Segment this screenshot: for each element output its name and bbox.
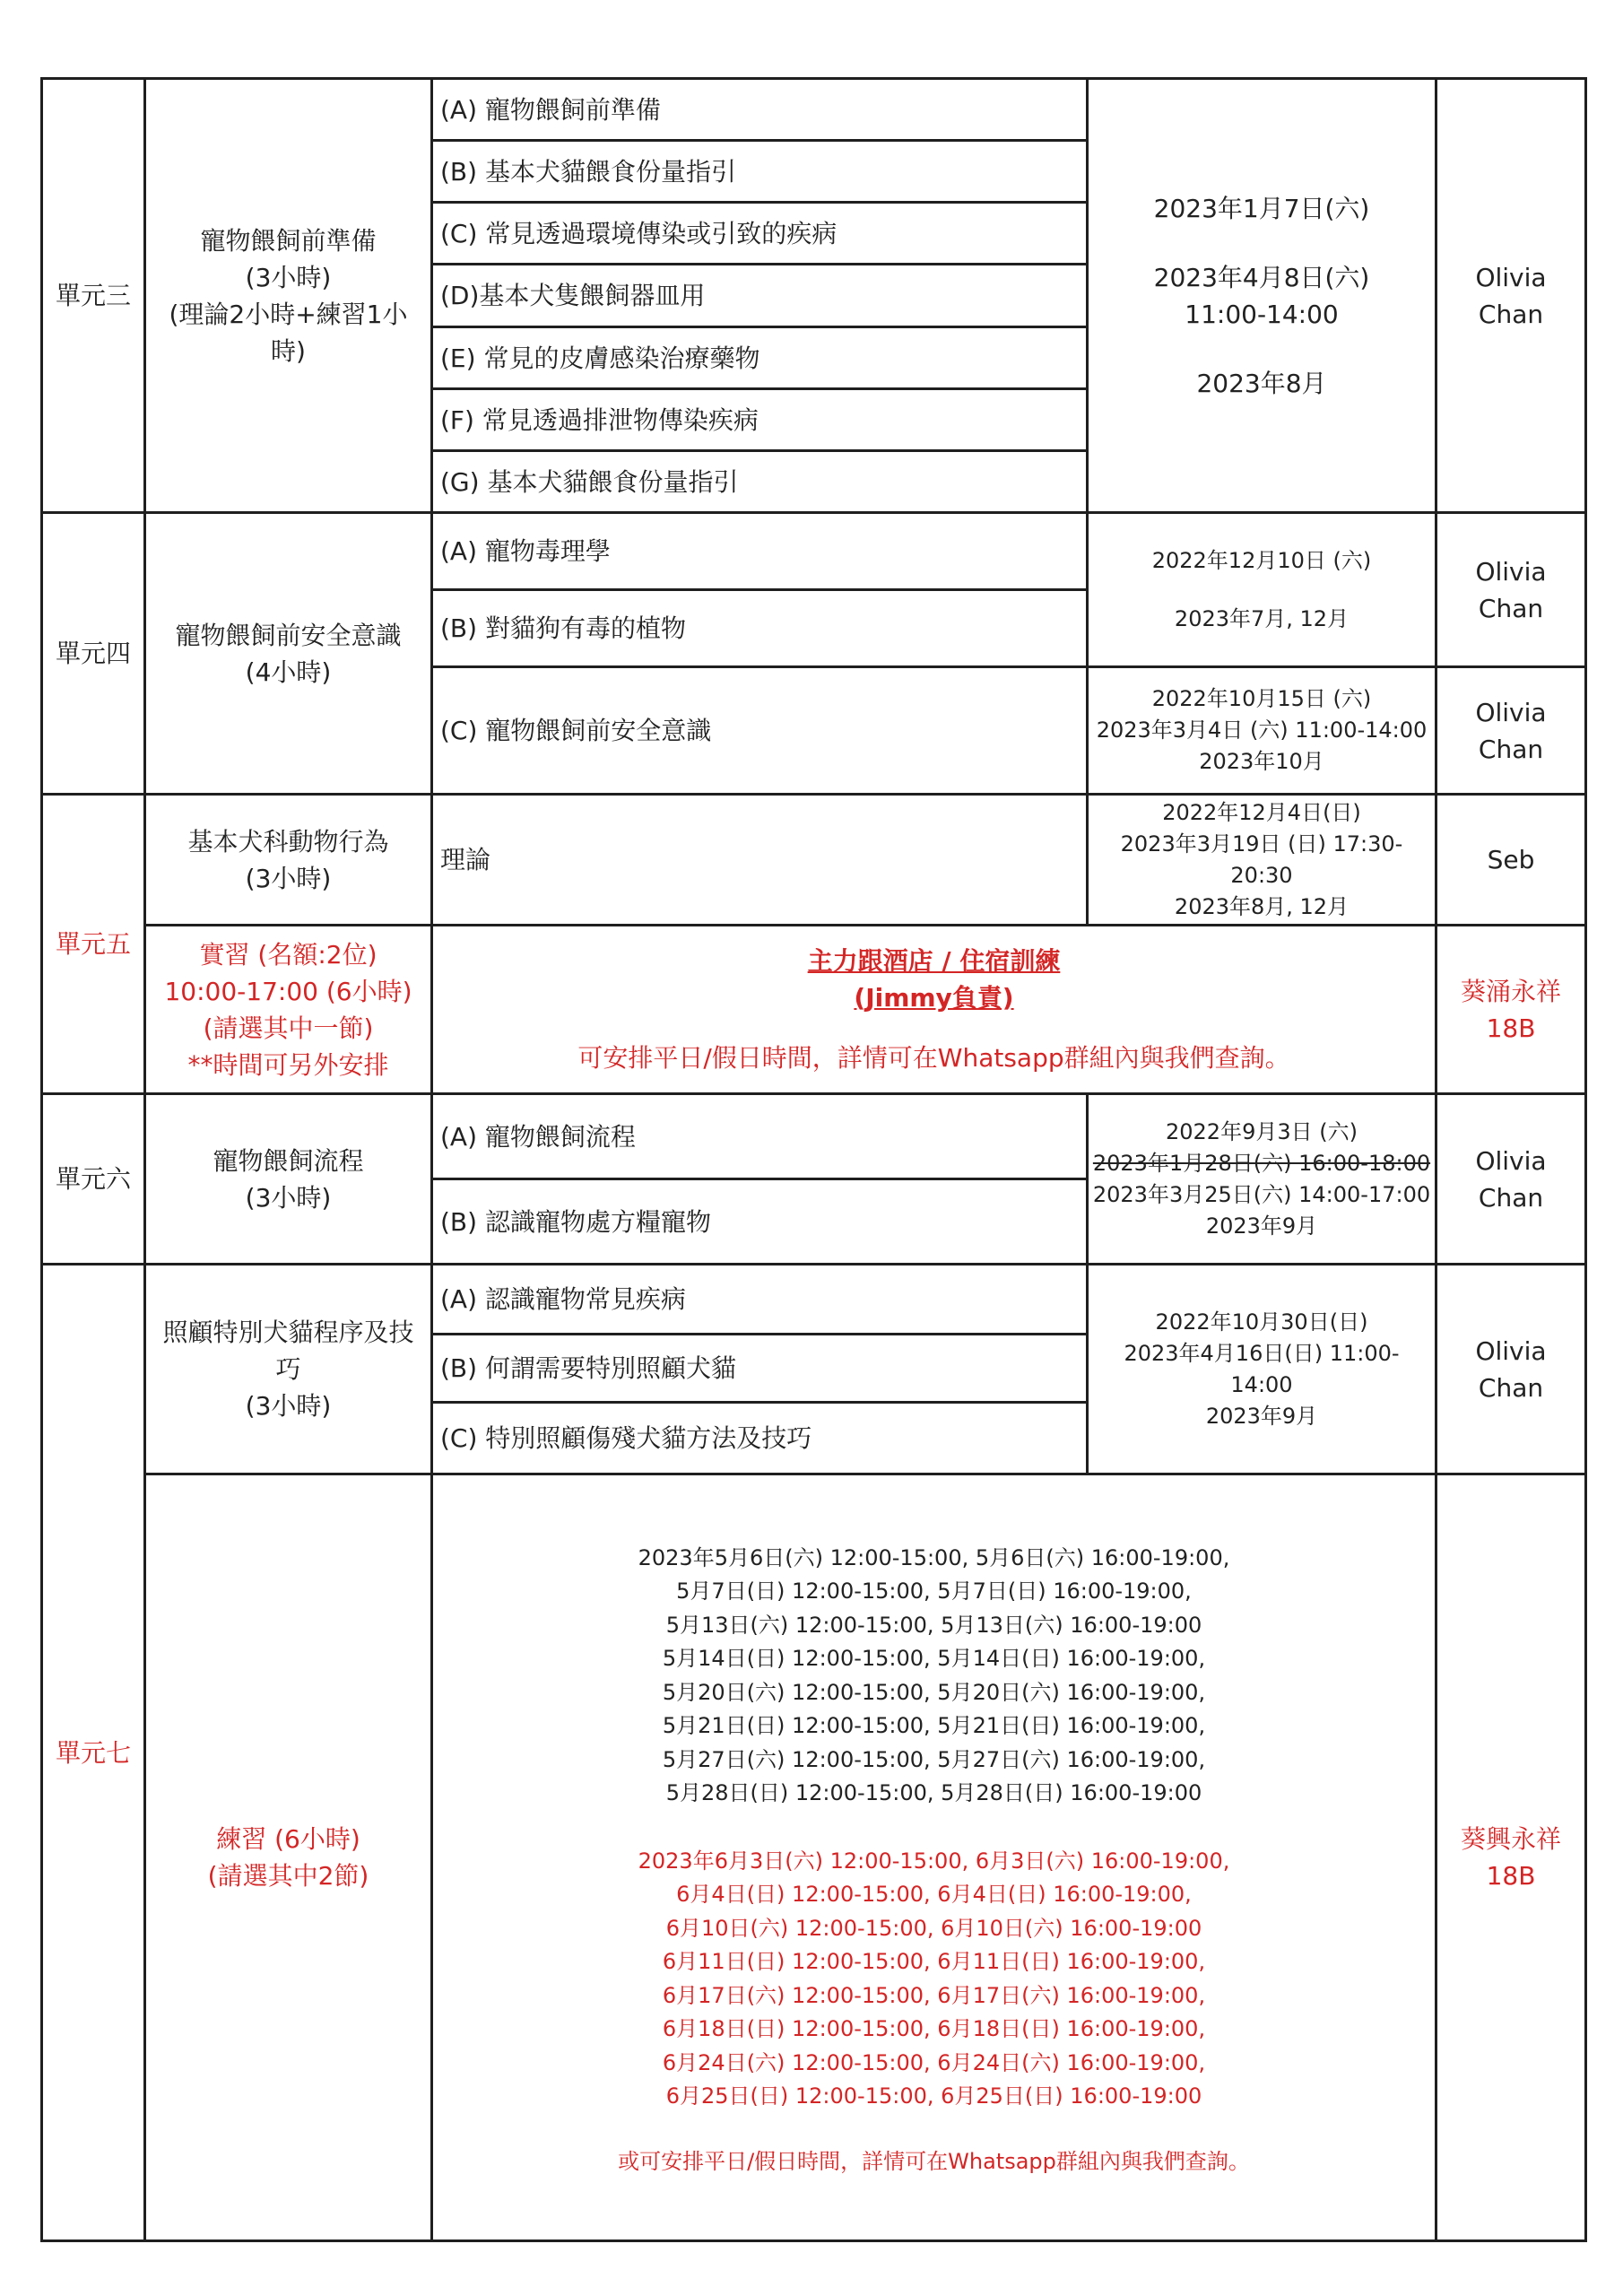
unit-label: 單元五 [55,929,131,959]
topic-item: (A) 寵物餵飼流程 [440,1121,636,1152]
practice-note: 或可安排平日/假日時間，詳情可在Whatsapp群組內與我們查詢。 [618,2148,1250,2174]
topic-item: (C) 常見透過環境傳染或引致的疾病 [440,218,838,248]
cancelled-date: 2023年1月28日(六) 16:00-18:00 [1092,1150,1431,1176]
schedule-dates: 2022年9月3日 (六) 2023年1月28日(六) 16:00-18:00 2023年3月25日(六) 14:00-17:00 2023年9月 [1092,1118,1431,1239]
topic-item: (B) 認識寵物處方糧寵物 [440,1206,711,1237]
module-title: 照顧特別犬貓程序及技 巧 (3小時) [162,1318,414,1421]
topic-item: (C) 特別照顧傷殘犬貓方法及技巧 [440,1423,812,1453]
instructor-name: Olivia Chan [1475,262,1547,329]
schedule-dates: 2022年12月4日(日) 2023年3月19日 (日) 17:30- 20:30 2023年8月, 12月 [1120,799,1403,919]
module-title: 寵物餵飼前準備 (3小時) (理論2小時+練習1小 時) [169,225,408,366]
practice-details [433,926,1435,1092]
unit-label: 單元六 [55,1164,131,1194]
instructor-name: Olivia Chan [1475,556,1547,623]
unit-label: 單元三 [55,281,131,310]
topic-item: (E) 常見的皮膚感染治療藥物 [440,343,760,373]
topic-item: (F) 常見透過排泄物傳染疾病 [440,404,759,435]
practice-title: 實習 (名額:2位) 10:00-17:00 (6小時) (請選其中一節) **時間可另外安排 [164,939,412,1080]
topic-item: (G) 基本犬貓餵食份量指引 [440,466,739,497]
schedule-dates: 2022年10月15日 (六) 2023年3月4日 (六) 11:00-14:00 2023年10月 [1096,686,1428,774]
topic-item: (B) 對貓狗有毒的植物 [440,613,686,643]
instructor-name: Seb [1487,845,1535,874]
practice-location: 葵涌永祥 18B [1460,976,1561,1043]
instructor-name: Olivia Chan [1475,697,1547,764]
unit-label: 單元四 [55,639,131,668]
may-sessions: 2023年5月6日(六) 12:00-15:00, 5月6日(六) 16:00-19:00, 5月7日(日) 12:00-15:00, 5月7日(日) 16:00-19:00, 5月13日(六) 12:00-15:00, 5月13日(六) 16:00-19:00 5月14日(日) 12:00-15:00, 5月14日(日) 16:00-19:00, 5月20日(六) 12:00-15:00, 5月20日(六) 16:00-19:00, 5月21日(日) 12:00-15:00, 5月21日(日) 16:00-19:00, 5月27日(六) 12:00-15:00, 5月27日(六) 16:00-19:00, 5月28日(日) 12:00-15:00, 5月28日(日) 16:00-19:00 [638,1544,1230,1805]
schedule-dates: 2022年10月30日(日) 2023年4月16日(日) 11:00- 14:00 2023年9月 [1124,1309,1400,1429]
practice-heading: (Jimmy負責) [854,983,1014,1013]
topic-item: (A) 認識寵物常見疾病 [440,1284,686,1314]
practice-note: 可安排平日/假日時間，詳情可在Whatsapp群組內與我們查詢。 [577,1043,1290,1073]
unit-label: 單元七 [55,1737,131,1768]
topic-item: (D)基本犬隻餵飼器皿用 [440,281,706,310]
practice-location: 葵興永祥 18B [1460,1824,1561,1891]
table-border [40,2239,1587,2242]
instructor-name: Olivia Chan [1475,1335,1547,1403]
schedule-dates: 2023年1月7日(六) 2023年4月8日(六) 11:00-14:00 2023年8月 [1153,193,1370,398]
instructor-name: Olivia Chan [1475,1145,1547,1213]
module-title: 寵物餵飼流程 (3小時) [213,1145,364,1213]
topic-item: (B) 何謂需要特別照顧犬貓 [440,1353,736,1383]
module-title: 基本犬科動物行為 (3小時) [187,826,389,893]
schedule-dates: 2022年12月10日 (六) 2023年7月, 12月 [1151,547,1372,631]
topic-item: (A) 寵物毒理學 [440,536,611,566]
practice-heading: 主力跟酒店 / 住宿訓練 [807,946,1061,976]
practice-sessions [433,1475,1435,2239]
topic-item: (B) 基本犬貓餵食份量指引 [440,156,736,187]
june-sessions: 2023年6月3日(六) 12:00-15:00, 6月3日(六) 16:00-19:00, 6月4日(日) 12:00-15:00, 6月4日(日) 16:00-19:00, 6月10日(六) 12:00-15:00, 6月10日(六) 16:00-19:00 6月11日(日) 12:00-15:00, 6月11日(日) 16:00-19:00, 6月17日(六) 12:00-15:00, 6月17日(六) 16:00-19:00, 6月18日(日) 12:00-15:00, 6月18日(日) 16:00-19:00, 6月24日(六) 12:00-15:00, 6月24日(六) 16:00-19:00, 6月25日(日) 12:00-15:00, 6月25日(日) 16:00-19:00 [638,1848,1230,2109]
topic-item: (A) 寵物餵飼前準備 [440,94,661,125]
practice-title: 練習 (6小時) (請選其中2節) [207,1824,369,1891]
topic-item: 理論 [440,845,491,874]
module-title: 寵物餵飼前安全意識 (4小時) [175,620,402,687]
table-border [1584,77,1587,2242]
topic-item: (C) 寵物餵飼前安全意識 [440,716,712,745]
